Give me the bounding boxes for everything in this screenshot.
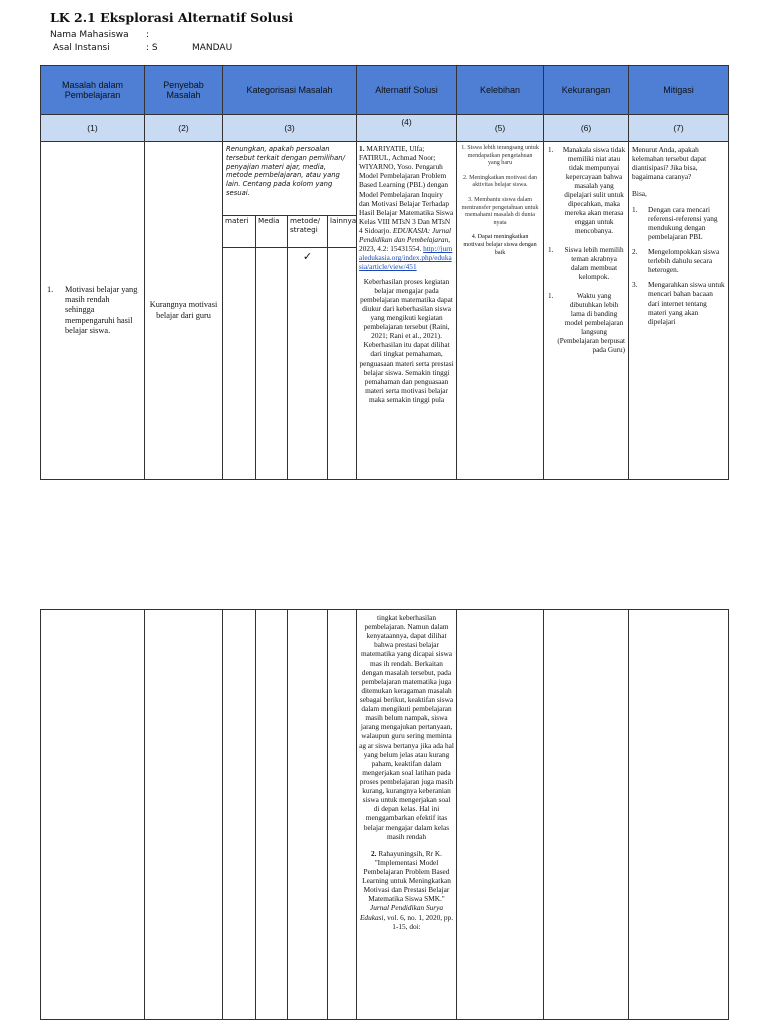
subheader-media: Media xyxy=(256,216,288,248)
check-materi xyxy=(223,248,256,480)
reference-1-number: 1. xyxy=(359,144,365,153)
kekurangan-text: Manakala siswa tidak memiliki niat atau tidak mempunyai kepercayaan bahwa masalah yang dipelajari sulit untuk dipecahkan, maka mereka akan merasa enggan untuk mencobanya. xyxy=(562,146,626,235)
col-number-6: (6) xyxy=(544,115,629,142)
table-row xyxy=(41,610,729,1020)
metode-cell-cont xyxy=(288,610,328,1020)
kekurangan-number: 1. xyxy=(548,146,554,154)
student-name-separator: : xyxy=(146,30,150,40)
student-name-label: Nama Mahasiswa xyxy=(50,30,129,40)
kategori-instruction: Renungkan, apakah persoalan tersebut terkait dengan pemilihan/ penyajian materi ajar, media, metode pembelajaran, atau yang lain. Centang pada kolom yang sesuai. xyxy=(223,142,357,216)
mitigasi-text: Mengelompokkan siswa terlebih dahulu secara heterogen. xyxy=(648,246,720,275)
kelebihan-item: 1. Siswa lebih terangsang untuk mendapatkan pengetahuan yang baru xyxy=(461,145,539,167)
solution-table-part1 xyxy=(40,65,729,480)
materi-cell-cont xyxy=(223,610,256,1020)
reference-1-journal: EDUKASIA: Jurnal Pendidikan dan Pembelajaran, xyxy=(359,225,452,245)
kekurangan-item xyxy=(546,246,626,282)
kekurangan-tail: (Pembelajaran berpusat pada Guru) xyxy=(557,337,626,354)
reference-2-journal: Jurnal Pendidikan Surya Edukasi, xyxy=(359,903,443,922)
reference-1 xyxy=(359,144,454,272)
check-media xyxy=(256,248,288,480)
header-alternatif: Alternatif Solusi xyxy=(357,66,457,115)
reference-2 xyxy=(359,849,454,931)
mitigasi-cell-cont xyxy=(629,610,729,1020)
header-mitigasi: Mitigasi xyxy=(629,66,729,115)
institution-separator: : S xyxy=(146,43,158,53)
check-icon: ✓ xyxy=(288,248,328,480)
kekurangan-item xyxy=(546,292,626,337)
header-kelebihan: Kelebihan xyxy=(457,66,544,115)
mitigasi-number: 2. xyxy=(632,246,638,256)
mitigasi-item xyxy=(632,280,725,326)
header-penyebab: Penyebab Masalah xyxy=(145,66,223,115)
header-masalah: Masalah dalam Pembelajaran xyxy=(41,66,145,115)
media-cell-cont xyxy=(256,610,288,1020)
mitigasi-item xyxy=(632,247,725,274)
header-kekurangan: Kekurangan xyxy=(544,66,629,115)
kekurangan-text: Waktu yang dibutuhkan lebih lama di banding model pembelajaran langsung xyxy=(564,292,624,336)
masalah-text: Motivasi belajar yang masih rendah sehingga mempengaruhi hasil belajar siswa. xyxy=(65,284,138,336)
header-kategorisasi: Kategorisasi Masalah xyxy=(223,66,357,115)
col-number-7: (7) xyxy=(629,115,729,142)
kekurangan-cell xyxy=(544,142,629,480)
kekurangan-cell-cont xyxy=(544,610,629,1020)
kelebihan-item: 3. Membantu siswa dalam mentransfer pengetahuan untuk memahami masalah di dunia nyata xyxy=(461,197,539,226)
institution-label: Asal Instansi xyxy=(53,43,110,53)
document-title: LK 2.1 Eksplorasi Alternatif Solusi xyxy=(50,10,294,25)
col-number-2: (2) xyxy=(145,115,223,142)
mitigasi-intro: Menurut Anda, apakah kelemahan tersebut dapat diantisipasi? Jika bisa, bagaimana caranya? xyxy=(632,145,707,182)
institution-value: MANDAU xyxy=(192,43,233,53)
kelebihan-item: 4. Dapat meningkatkan motivasi belajar siswa dengan baik xyxy=(463,234,537,256)
student-name-row xyxy=(50,30,149,40)
institution-row xyxy=(53,43,232,53)
alternatif-body-1: Keberhasilan proses kegiatan belajar mengajar pada pembelajaran matematika dapat diukur dari keberhasilan siswa yang mengikuti kegiatan pembelajaran tersebut (Raini, 2021; Rani et al., 2021). Keberhasilan itu dapat dilihat dari tingkat pemahaman, penguasaan materi serta prestasi belajar siswa. Semakin tinggi pemahaman dan penguasaan materi serta motivasi belajar maka semakin tinggi pula xyxy=(359,276,454,404)
alternatif-cell xyxy=(357,142,457,480)
header-row xyxy=(41,66,729,115)
mitigasi-text: Mengarahkan siswa untuk mencari bahan bacaan dari internet tentang materi yang akan dipelajari xyxy=(648,280,725,326)
masalah-cell-cont xyxy=(41,610,145,1020)
penyebab-cell: Kurangnya motivasi belajar dari guru xyxy=(145,142,223,480)
kekurangan-number: 1. xyxy=(548,292,554,300)
mitigasi-text: Dengan cara mencari referensi-referensi yang mendukung dengan pembelajaran PBL xyxy=(648,204,718,241)
check-lainnya xyxy=(328,248,357,480)
subheader-materi: materi xyxy=(223,216,256,248)
reference-2-number: 2. xyxy=(371,848,377,858)
number-row xyxy=(41,115,729,142)
col-number-3: (3) xyxy=(223,115,357,142)
kekurangan-item xyxy=(546,146,626,236)
alternatif-cell-cont xyxy=(357,610,457,1020)
subheader-lainnya: lainnya xyxy=(328,216,357,248)
col-number-1: (1) xyxy=(41,115,145,142)
masalah-cell xyxy=(41,142,145,480)
penyebab-cell-cont xyxy=(145,610,223,1020)
table-row xyxy=(41,142,729,216)
subheader-metode: metode/ strategi xyxy=(288,216,328,248)
solution-table-part2 xyxy=(40,609,729,1020)
mitigasi-number: 3. xyxy=(632,280,638,290)
masalah-number: 1. xyxy=(47,284,54,294)
reference-2-tail: vol. 6, no. 1, 2020, pp. 1-15, doi: xyxy=(387,912,454,931)
kekurangan-number: 1. xyxy=(548,246,554,254)
reference-1-text: MARIYATIE, Ulfa; FATIRUL, Achmad Noor; WIYARNO, Yoso. Pengaruh Model Pembelajaran Problem Based Learning (PBL) dengan Model Pembelajaran Inquiry dan Motivasi Belajar Terhadap Hasil Belajar Matematika Siswa Kelas VIII MTsN 3 Dan MTsN 4 Sidoarjo. xyxy=(359,144,454,235)
lainnya-cell-cont xyxy=(328,610,357,1020)
kelebihan-item: 2. Meningkatkan motivasi dan aktivitas belajar siswa. xyxy=(462,174,538,189)
reference-2-text: Rahayuningsih, Rr K. "Implementasi Model Pembelajaran Problem Based Learning untuk Meningkatkan Motivasi dan Prestasi Belajar Matematika Siswa SMK." xyxy=(362,848,451,904)
mitigasi-number: 1. xyxy=(632,204,638,214)
mitigasi-bisa: Bisa, xyxy=(632,189,647,199)
alternatif-body-2: tingkat keberhasilan pembelajaran. Namun dalam kenyataannya, dapat dilihat bahwa prestasi belajar matematika yang dicapai siswa mas ih rendah. Berkaitan dengan masalah tersebut, pada pembelajaran matematika juga ditemukan keragaman masalah sebagai berikut, keaktifan siswa dalam mengikuti pembelajaran masih belum nampak, siswa jarang mengajukan pertanyaan, walaupun guru sering meminta ag ar siswa bertanya jika ada hal yang belum jelas atau kurang paham, keaktifan dalam mengerjakan soal latihan pada proses pembelajaran juga masih kurang, kurangnya keberanian siswa untuk mengerjakan soal di depan kelas. Hal ini menggambarkan efektif itas belajar mengajar dalam kelas masih rendah xyxy=(359,613,454,841)
mitigasi-item xyxy=(632,205,725,241)
reference-1-tail: 2023, 4.2: 15431554. xyxy=(359,244,422,254)
kelebihan-cell xyxy=(457,142,544,480)
mitigasi-cell xyxy=(629,142,729,480)
col-number-4: (4) xyxy=(357,115,457,142)
col-number-5: (5) xyxy=(457,115,544,142)
reference-1-link[interactable]: http://jurnaledukasia.org/index.php/edukasia/article/view/451 xyxy=(359,244,453,272)
kekurangan-text: Siswa lebih memilih teman akrabnya dalam membuat kelompok. xyxy=(564,246,624,281)
kelebihan-cell-cont xyxy=(457,610,544,1020)
